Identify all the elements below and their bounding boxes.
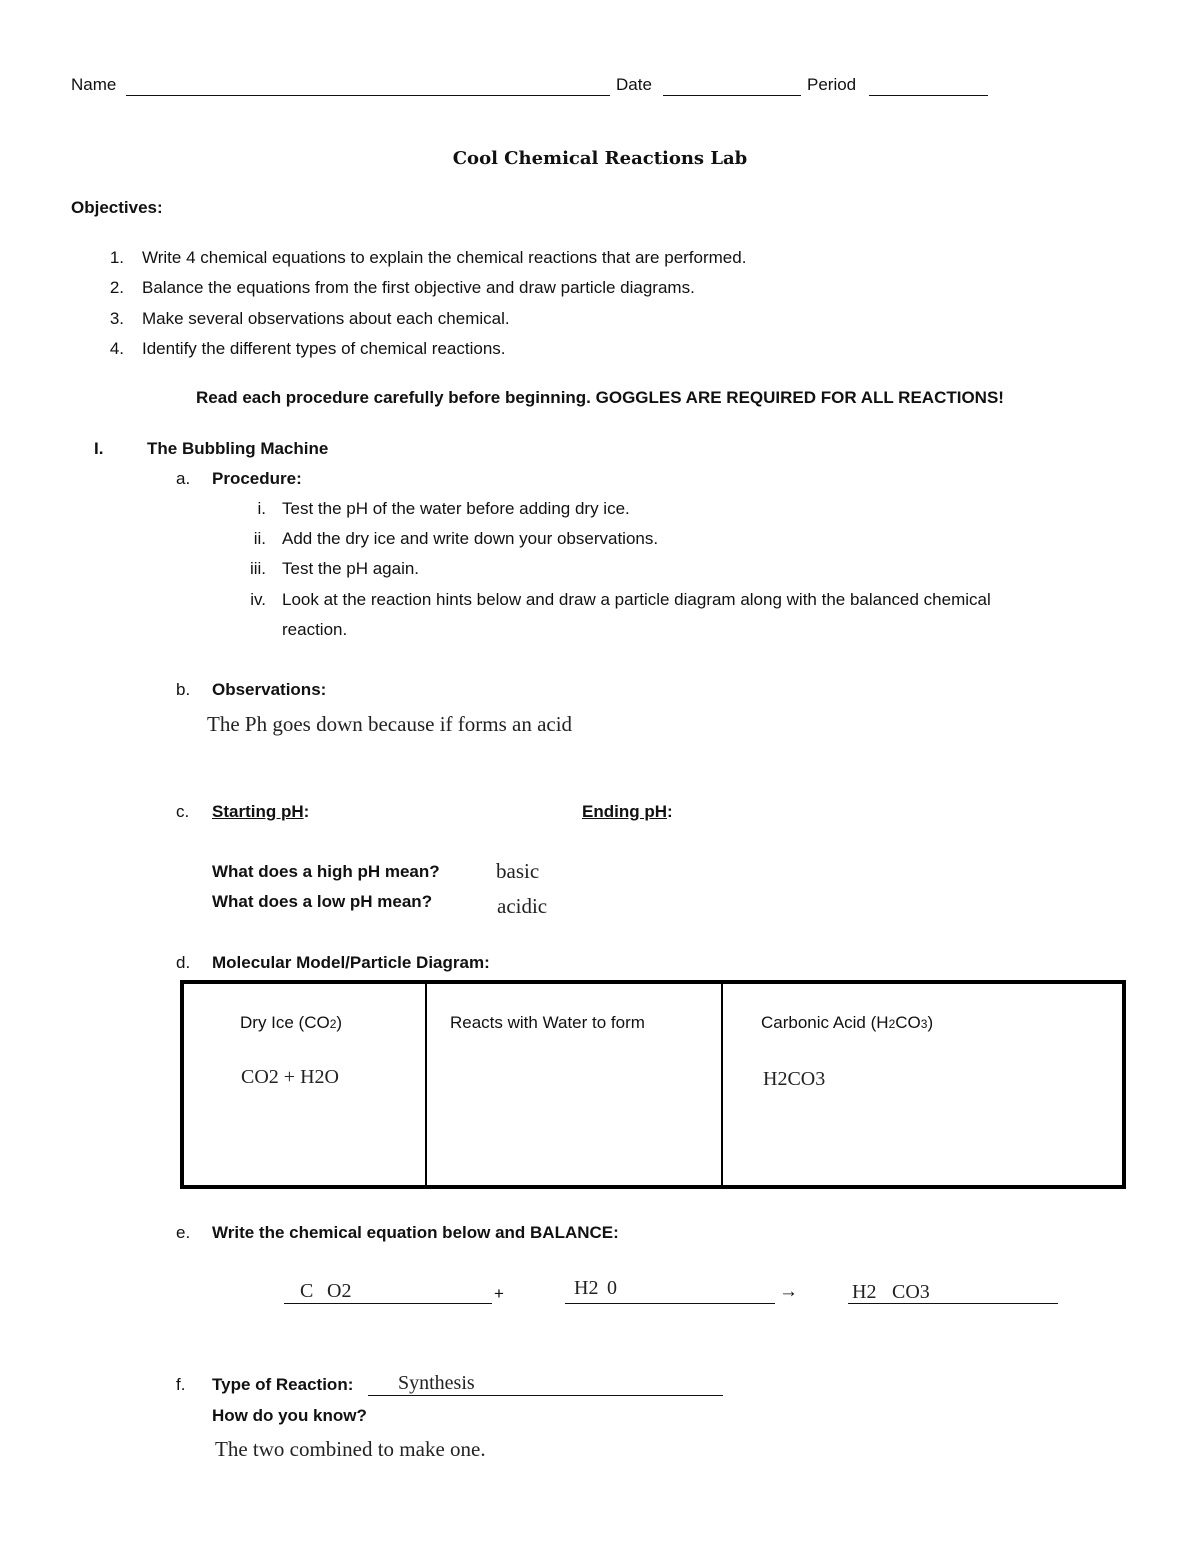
objectives-heading: Objectives: — [71, 198, 163, 217]
reactant-1-coefficient[interactable]: C — [300, 1280, 314, 1302]
step-text-continued: reaction. — [282, 620, 348, 639]
step-number: i. — [257, 499, 266, 518]
section-number: I. — [94, 439, 104, 458]
item-letter: b. — [176, 680, 191, 699]
reactant-2-formula[interactable]: 0 — [607, 1277, 617, 1299]
yields-arrow-icon: → — [779, 1281, 798, 1302]
objective-number: 2. — [109, 278, 124, 297]
objective-text: Make several observations about each chemical. — [142, 309, 510, 328]
section-title: The Bubbling Machine — [147, 439, 329, 458]
table-divider — [425, 984, 427, 1185]
step-number: ii. — [253, 529, 266, 548]
step-number: iv. — [250, 590, 266, 609]
procedure-heading: Procedure: — [212, 469, 302, 488]
particle-diagram-table — [180, 980, 1126, 1189]
period-label: Period — [807, 75, 857, 94]
item-letter: e. — [176, 1223, 191, 1242]
dry-ice-label: Dry Ice (CO2) — [240, 1013, 343, 1032]
item-letter: a. — [176, 469, 191, 488]
starting-ph-text: Starting pH — [212, 802, 304, 821]
reaction-type-answer[interactable]: Synthesis — [398, 1372, 475, 1394]
observations-answer[interactable]: The Ph goes down because if forms an acid — [207, 712, 573, 736]
name-blank[interactable] — [126, 95, 610, 96]
equation-heading: Write the chemical equation below and BALANCE: — [212, 1223, 619, 1242]
equation-blank-reactant-2[interactable] — [565, 1303, 775, 1304]
page-title: Cool Chemical Reactions Lab — [452, 148, 748, 169]
objective-number: 1. — [109, 248, 124, 267]
reaction-type-blank[interactable] — [368, 1395, 723, 1396]
step-text: Look at the reaction hints below and draw a particle diagram along with the balanced chemical — [282, 590, 991, 609]
carbonic-acid-label: Carbonic Acid (H2CO3) — [761, 1013, 934, 1032]
ending-ph-text: Ending pH — [582, 802, 667, 821]
dry-ice-answer[interactable]: CO2 + H2O — [241, 1066, 339, 1088]
step-number: iii. — [249, 559, 266, 578]
reaction-type-label: Type of Reaction: — [212, 1375, 354, 1394]
reactant-1-formula[interactable]: O2 — [327, 1280, 352, 1302]
high-ph-answer[interactable]: basic — [496, 859, 540, 883]
how-do-you-know-label: How do you know? — [212, 1406, 367, 1425]
date-label: Date — [616, 75, 652, 94]
objective-number: 4. — [109, 339, 124, 358]
item-letter: f. — [176, 1375, 186, 1394]
plus-sign: + — [494, 1284, 504, 1303]
step-text: Test the pH of the water before adding dry ice. — [282, 499, 630, 518]
low-ph-question: What does a low pH mean? — [212, 892, 433, 911]
period-blank[interactable] — [869, 95, 988, 96]
low-ph-answer[interactable]: acidic — [497, 894, 548, 918]
product-coefficient[interactable]: H2 — [852, 1281, 877, 1303]
date-blank[interactable] — [663, 95, 801, 96]
starting-ph-label — [212, 802, 309, 822]
name-label: Name — [71, 75, 117, 94]
objective-text: Balance the equations from the first objective and draw particle diagrams. — [142, 278, 695, 297]
objective-text: Identify the different types of chemical reactions. — [142, 339, 506, 358]
step-text: Add the dry ice and write down your observations. — [282, 529, 659, 548]
colon: : — [666, 802, 673, 821]
reactant-2-coefficient[interactable]: H2 — [574, 1277, 599, 1299]
objective-number: 3. — [109, 309, 124, 328]
diagram-heading: Molecular Model/Particle Diagram: — [212, 953, 490, 972]
colon: : — [303, 802, 310, 821]
reacts-with-water-label: Reacts with Water to form — [450, 1013, 645, 1032]
table-divider — [721, 984, 723, 1185]
equation-blank-reactant-1[interactable] — [284, 1303, 492, 1304]
carbonic-acid-answer[interactable]: H2CO3 — [763, 1068, 826, 1090]
how-do-you-know-answer[interactable]: The two combined to make one. — [215, 1437, 486, 1461]
safety-notice: Read each procedure carefully before beginning. GOGGLES ARE REQUIRED FOR ALL REACTIONS! — [196, 388, 1004, 407]
high-ph-question: What does a high pH mean? — [212, 862, 440, 881]
ending-ph-label — [582, 802, 673, 822]
item-letter: d. — [176, 953, 191, 972]
observations-heading: Observations: — [212, 680, 327, 699]
equation-blank-product[interactable] — [848, 1303, 1058, 1304]
objective-text: Write 4 chemical equations to explain the chemical reactions that are performed. — [142, 248, 747, 267]
item-letter: c. — [176, 802, 190, 821]
step-text: Test the pH again. — [282, 559, 420, 578]
product-formula[interactable]: CO3 — [892, 1281, 930, 1303]
